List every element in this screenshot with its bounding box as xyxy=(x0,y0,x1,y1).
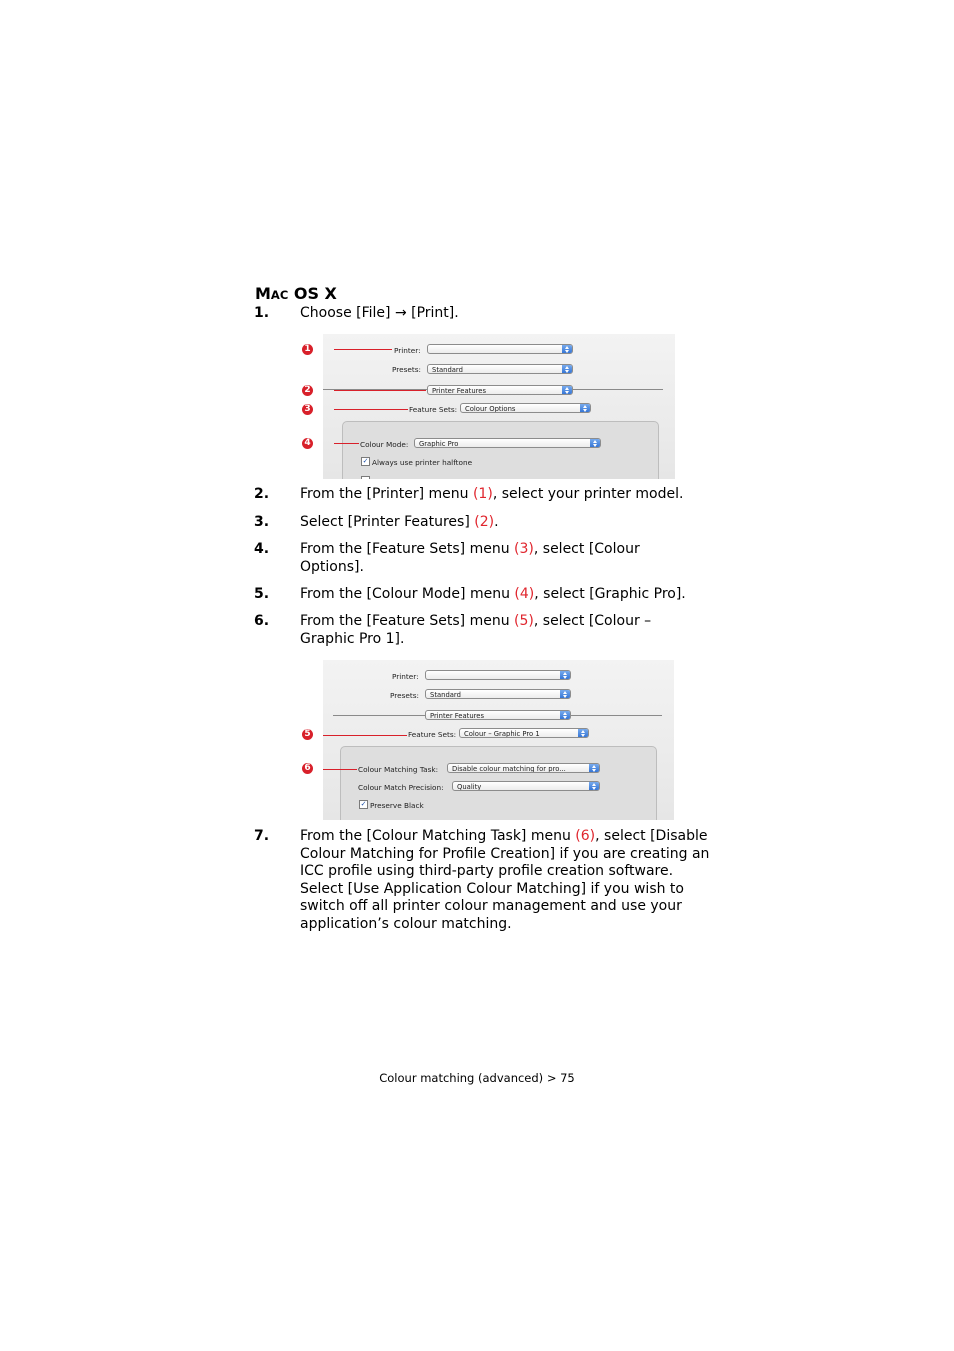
callout-line-2 xyxy=(334,390,426,391)
colour-match-precision-label: Colour Match Precision: xyxy=(358,783,444,792)
printer-popup[interactable] xyxy=(425,670,571,680)
callout-ref: (1) xyxy=(472,486,493,502)
callout-marker-5: 5 xyxy=(302,729,313,740)
popup-arrows-icon xyxy=(589,781,600,791)
colour-matching-task-label: Colour Matching Task: xyxy=(358,765,439,774)
step-text: From the [Colour Mode] menu (4), select [Graphic Pro]. xyxy=(300,586,686,602)
callout-marker-3: 3 xyxy=(302,404,313,415)
popup-arrows-icon xyxy=(560,689,571,699)
callout-marker-2: 2 xyxy=(302,385,313,396)
callout-marker-1: 1 xyxy=(302,344,313,355)
popup-arrows-icon xyxy=(560,710,571,720)
feature-sets-label: Feature Sets: xyxy=(409,405,458,414)
presets-popup[interactable]: Standard xyxy=(427,364,573,374)
feature-sets-popup[interactable]: Colour – Graphic Pro 1 xyxy=(459,728,589,738)
preserve-black-label: Preserve Black xyxy=(370,801,424,810)
divider xyxy=(571,715,662,716)
partial-checkbox[interactable] xyxy=(361,476,370,479)
section-title xyxy=(255,284,337,303)
popup-arrows-icon xyxy=(580,403,591,413)
title-first: M xyxy=(255,284,271,303)
step-number: 3. xyxy=(254,514,270,530)
popup-arrows-icon xyxy=(560,670,571,680)
popup-arrows-icon xyxy=(589,763,600,773)
callout-marker-6: 6 xyxy=(302,763,313,774)
colour-matching-task-popup[interactable]: Disable colour matching for pro... xyxy=(447,763,600,773)
step-number: 1. xyxy=(254,305,270,321)
print-dialog-screenshot-1 xyxy=(323,334,675,479)
step-text: From the [Feature Sets] menu (5), select [Colour – Graphic Pro 1]. xyxy=(300,613,652,647)
halftone-checkbox[interactable]: ✓ xyxy=(362,457,369,465)
colour-match-precision-popup[interactable]: Quality xyxy=(452,781,600,791)
popup-arrows-icon xyxy=(578,728,589,738)
step-text: Select [Printer Features] (2). xyxy=(300,514,499,530)
presets-popup[interactable]: Standard xyxy=(425,689,571,699)
colour-mode-label: Colour Mode: xyxy=(360,440,409,449)
popup-arrows-icon xyxy=(562,385,573,395)
colour-mode-popup[interactable]: Graphic Pro xyxy=(414,438,601,448)
divider xyxy=(333,715,425,716)
printer-features-popup[interactable]: Printer Features xyxy=(425,710,571,720)
callout-line-4 xyxy=(334,443,359,444)
popup-arrows-icon xyxy=(562,364,573,374)
callout-ref: (5) xyxy=(514,613,534,629)
step-text: Choose [File] → [Print]. xyxy=(300,305,459,321)
printer-features-popup[interactable]: Printer Features xyxy=(427,385,573,395)
print-dialog-screenshot-2 xyxy=(323,660,674,820)
title-small: AC xyxy=(270,288,289,302)
page-footer: Colour matching (advanced) > 75 xyxy=(379,1071,575,1085)
step-number: 5. xyxy=(254,586,270,602)
printer-label: Printer: xyxy=(394,346,421,355)
step-text: From the [Feature Sets] menu (3), select [Colour Options]. xyxy=(300,541,640,575)
popup-arrows-icon xyxy=(590,438,601,448)
callout-ref: (6) xyxy=(575,828,596,844)
feature-sets-popup[interactable]: Colour Options xyxy=(460,403,591,413)
callout-ref: (4) xyxy=(514,586,535,602)
callout-ref: (3) xyxy=(514,541,534,557)
presets-label: Presets: xyxy=(392,365,422,374)
title-rest: OS X xyxy=(288,284,337,303)
callout-line-5 xyxy=(323,735,407,736)
preserve-black-checkbox[interactable]: ✓ xyxy=(360,800,367,808)
popup-arrows-icon xyxy=(562,344,573,354)
callout-marker-4: 4 xyxy=(302,438,313,449)
step-number: 6. xyxy=(254,613,270,629)
callout-line-6 xyxy=(323,769,357,770)
printer-label: Printer: xyxy=(392,672,419,681)
step-number: 7. xyxy=(254,828,270,844)
callout-line-3 xyxy=(334,409,408,410)
callout-line-1 xyxy=(334,349,392,350)
step-text: From the [Colour Matching Task] menu (6), select [Disable Colour Matching for Profile Creation] if you are creating an ICC profile using third-party profile creation software. Select [Use Application Colour Matching] if you wish to switch off all printer colour management and use your application’s colour matching. xyxy=(300,828,710,932)
step-text: From the [Printer] menu (1), select your printer model. xyxy=(300,486,684,502)
options-panel xyxy=(342,421,659,479)
printer-popup[interactable] xyxy=(427,344,573,354)
step-number: 4. xyxy=(254,541,270,557)
feature-sets-label: Feature Sets: xyxy=(408,730,457,739)
callout-ref: (2) xyxy=(474,514,495,530)
divider xyxy=(573,389,663,390)
step-number: 2. xyxy=(254,486,270,502)
halftone-label: Always use printer halftone xyxy=(372,458,473,467)
presets-label: Presets: xyxy=(390,691,420,700)
